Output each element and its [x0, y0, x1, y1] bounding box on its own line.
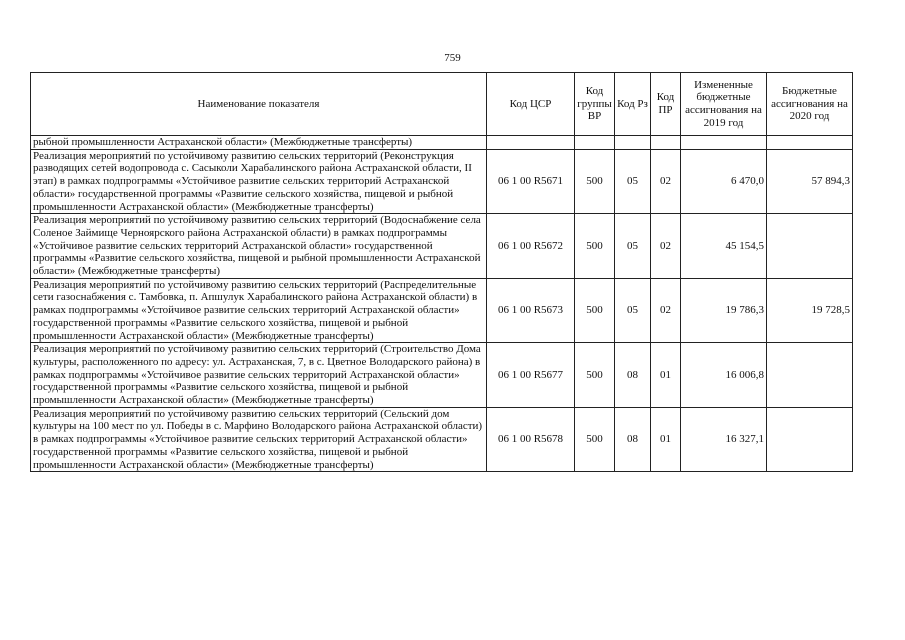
cell-vr: 500: [575, 214, 615, 279]
cell-vr: 500: [575, 149, 615, 214]
cell-rz: 05: [615, 149, 651, 214]
cell-a2019: 45 154,5: [681, 214, 767, 279]
header-name: Наименование показателя: [31, 73, 487, 136]
cell-name: Реализация мероприятий по устойчивому развитию сельских территорий (Строительство Дома культуры, расположенного по адресу: ул. Астраханская, 7, в с. Цветное Володарского района) в рамках подпрограммы «Устойчивое развитие сельских территорий Астраханской области» государственной программы «Развитие сельского хозяйства, пищевой и рыбной промышленности Астраханской области» (Межбюджетные трансферты): [31, 343, 487, 408]
header-2019: Измененные бюджетные ассигнования на 2019 год: [681, 73, 767, 136]
cell-name: рыбной промышленности Астраханской области» (Межбюджетные трансферты): [31, 136, 487, 150]
table-row: [31, 407, 853, 472]
cell-csr: 06 1 00 R5678: [487, 407, 575, 472]
cell-a2019: 16 327,1: [681, 407, 767, 472]
cell-csr: 06 1 00 R5671: [487, 149, 575, 214]
table-row: [31, 136, 853, 150]
table-row: [31, 149, 853, 214]
cell-vr: [575, 136, 615, 150]
header-vr: Код группы ВР: [575, 73, 615, 136]
cell-a2019: 16 006,8: [681, 343, 767, 408]
cell-pr: 01: [651, 343, 681, 408]
cell-a2020: [767, 136, 853, 150]
header-csr: Код ЦСР: [487, 73, 575, 136]
table-row: [31, 343, 853, 408]
table-row: [31, 278, 853, 343]
page-number: 759: [444, 52, 461, 64]
cell-name: Реализация мероприятий по устойчивому развитию сельских территорий (Водоснабжение села Соленое Займище Черноярского района Астраханской области) в рамках подпрограммы «Устойчивое развитие сельских территорий Астраханской области» государственной программы «Развитие сельского хозяйства, пищевой и рыбной промышленности Астраханской области» (Межбюджетные трансферты): [31, 214, 487, 279]
budget-table: [30, 72, 853, 472]
cell-a2019: 19 786,3: [681, 278, 767, 343]
table-row: [31, 214, 853, 279]
cell-csr: [487, 136, 575, 150]
cell-pr: 02: [651, 149, 681, 214]
cell-vr: 500: [575, 343, 615, 408]
cell-a2019: 6 470,0: [681, 149, 767, 214]
cell-vr: 500: [575, 278, 615, 343]
cell-a2020: [767, 407, 853, 472]
cell-vr: 500: [575, 407, 615, 472]
cell-a2019: [681, 136, 767, 150]
header-rz: Код Рз: [615, 73, 651, 136]
cell-rz: 05: [615, 278, 651, 343]
cell-a2020: 19 728,5: [767, 278, 853, 343]
cell-csr: 06 1 00 R5673: [487, 278, 575, 343]
cell-pr: [651, 136, 681, 150]
cell-pr: 02: [651, 278, 681, 343]
table-header-row: [31, 73, 853, 136]
header-pr: Код ПР: [651, 73, 681, 136]
cell-pr: 01: [651, 407, 681, 472]
cell-rz: 05: [615, 214, 651, 279]
cell-csr: 06 1 00 R5677: [487, 343, 575, 408]
header-2020: Бюджетные ассигнования на 2020 год: [767, 73, 853, 136]
cell-name: Реализация мероприятий по устойчивому развитию сельских территорий (Распределительные сети газоснабжения с. Тамбовка, п. Апшулук Харабалинского района Астраханской области) в рамках подпрограммы «Устойчивое развитие сельских территорий Астраханской области» государственной программы «Развитие сельского хозяйства, пищевой и рыбной промышленности Астраханской области» (Межбюджетные трансферты): [31, 278, 487, 343]
cell-a2020: 57 894,3: [767, 149, 853, 214]
cell-rz: 08: [615, 407, 651, 472]
cell-pr: 02: [651, 214, 681, 279]
cell-a2020: [767, 343, 853, 408]
cell-name: Реализация мероприятий по устойчивому развитию сельских территорий (Реконструкция разводящих сетей водопровода с. Сасыколи Харабалинского района Астраханской области, II этап) в рамках подпрограммы «Устойчивое развитие сельских территорий Астраханской области» государственной программы «Развитие сельского хозяйства, пищевой и рыбной промышленности Астраханской области» (Межбюджетные трансферты): [31, 149, 487, 214]
cell-a2020: [767, 214, 853, 279]
cell-rz: 08: [615, 343, 651, 408]
cell-csr: 06 1 00 R5672: [487, 214, 575, 279]
cell-name: Реализация мероприятий по устойчивому развитию сельских территорий (Сельский дом культуры на 100 мест по ул. Победы в с. Марфино Володарского района Астраханской области) в рамках подпрограммы «Устойчивое развитие сельских территорий Астраханской области» государственной программы «Развитие сельского хозяйства, пищевой и рыбной промышленности Астраханской области» (Межбюджетные трансферты): [31, 407, 487, 472]
cell-rz: [615, 136, 651, 150]
